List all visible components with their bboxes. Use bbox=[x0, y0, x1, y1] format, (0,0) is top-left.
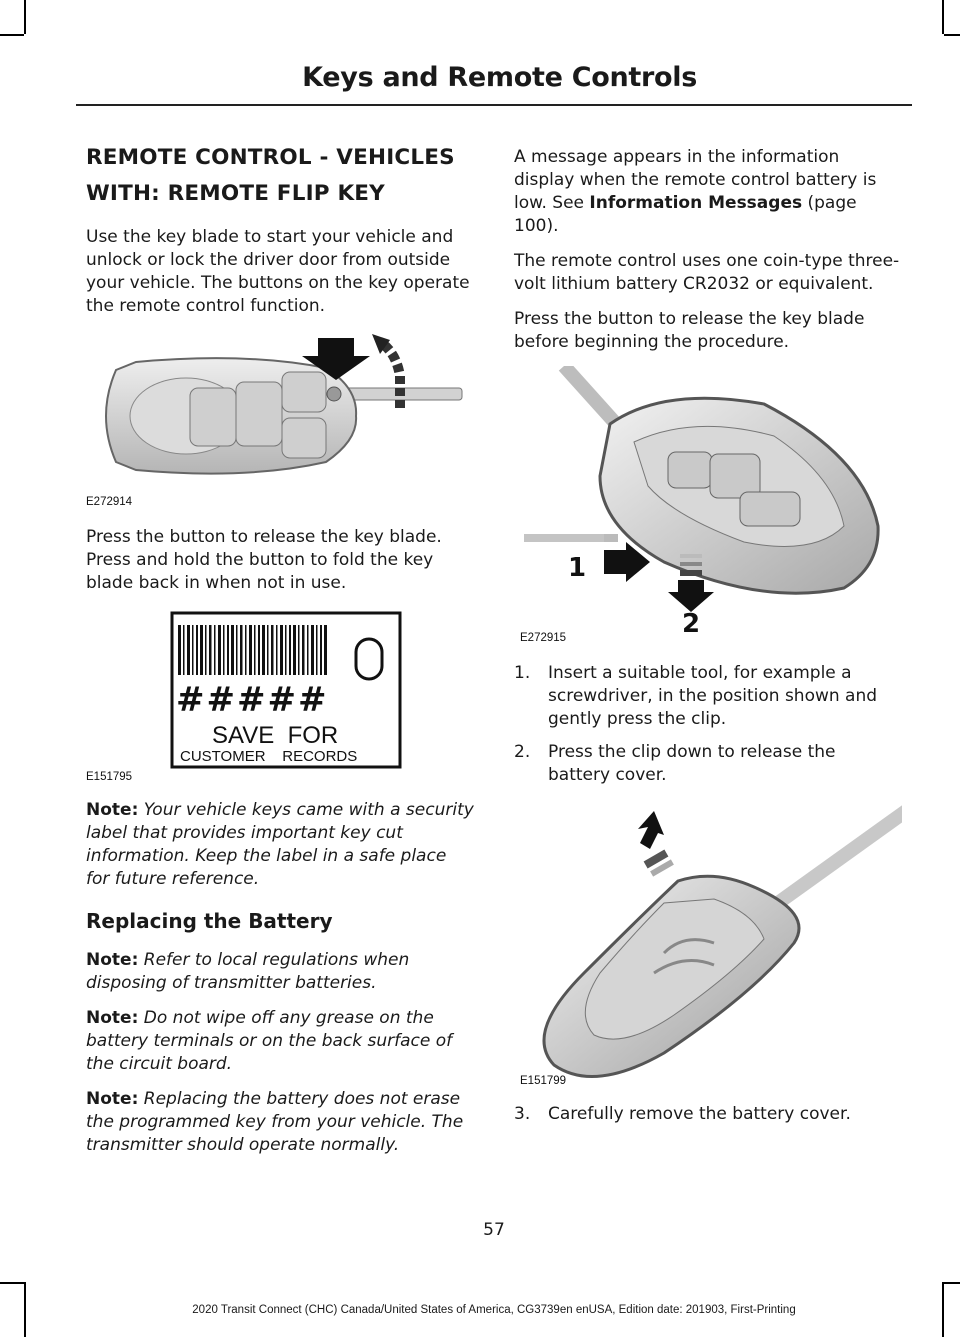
crop-mark bbox=[24, 0, 26, 34]
page-header-title: Keys and Remote Controls bbox=[302, 62, 697, 93]
step-text: Insert a suitable tool, for example a screwdriver, in the position shown and gently press the clip. bbox=[548, 663, 878, 729]
note-label: Note: bbox=[86, 950, 139, 970]
battery-low-paragraph bbox=[514, 146, 902, 238]
security-label-hashes: ##### bbox=[176, 680, 329, 720]
note-label: Note: bbox=[86, 1008, 139, 1028]
security-label-figure bbox=[86, 607, 474, 783]
steps-list-continued bbox=[514, 1103, 902, 1126]
note-label: Note: bbox=[86, 1089, 139, 1109]
figure-code: E272914 bbox=[86, 496, 133, 508]
battery-low-text: A message appears in the information display when the remote control battery is low. See bbox=[514, 147, 877, 213]
security-label-line2: CUSTOMER RECORDS bbox=[180, 748, 358, 765]
note-text: Refer to local regulations when disposing of transmitter batteries. bbox=[86, 950, 410, 993]
note-label: Note: bbox=[86, 800, 139, 820]
note-text: Do not wipe off any grease on the battery terminals or on the back surface of the circuit board. bbox=[86, 1008, 453, 1074]
figure-code: E151799 bbox=[520, 1075, 567, 1087]
crop-mark bbox=[944, 34, 960, 36]
release-blade-paragraph: Press the button to release the key blade. Press and hold the button to fold the key blade back in when not in use. bbox=[86, 527, 442, 593]
step-number: 2. bbox=[514, 742, 531, 762]
security-label-illustration bbox=[86, 611, 474, 771]
crop-mark bbox=[0, 34, 24, 36]
note-grease bbox=[86, 1007, 474, 1076]
steps-list bbox=[514, 662, 902, 787]
cross-reference-link[interactable]: Information Messages bbox=[589, 193, 803, 213]
release-before-paragraph: Press the button to release the key blade before beginning the procedure. bbox=[514, 309, 865, 352]
tool-insert-illustration bbox=[514, 366, 902, 636]
security-label-line1: SAVE FOR bbox=[212, 722, 339, 749]
left-column bbox=[86, 140, 474, 1169]
note-text: Replacing the battery does not erase the programmed key from your vehicle. The transmitter should operate normally. bbox=[86, 1089, 464, 1155]
note-security-label bbox=[86, 799, 474, 891]
section-heading bbox=[86, 140, 474, 212]
flip-key-illustration bbox=[86, 330, 474, 500]
callout-2: 2 bbox=[682, 609, 701, 636]
crop-mark bbox=[944, 1282, 960, 1284]
callout-1: 1 bbox=[568, 553, 587, 583]
header-divider bbox=[76, 104, 912, 106]
page-footer: 2020 Transit Connect (CHC) Canada/United States of America, CG3739en enUSA, Edition date: 201903, First-Printing bbox=[192, 1304, 796, 1316]
note-programming bbox=[86, 1088, 474, 1157]
list-item bbox=[514, 741, 902, 787]
list-item bbox=[514, 662, 902, 731]
crop-mark bbox=[942, 0, 944, 34]
figure-code: E272915 bbox=[520, 632, 567, 644]
tool-insert-figure bbox=[514, 366, 902, 644]
figure-code: E151795 bbox=[86, 771, 133, 783]
section-heading-line1: REMOTE CONTROL - VEHICLES bbox=[86, 145, 455, 170]
list-item bbox=[514, 1103, 902, 1126]
page-reference: (page 100). bbox=[514, 193, 857, 236]
subsection-heading: Replacing the Battery bbox=[86, 909, 333, 933]
intro-paragraph: Use the key blade to start your vehicle and unlock or lock the driver door from outside your vehicle. The buttons on the key operate the remote control function. bbox=[86, 227, 470, 316]
step-text: Press the clip down to release the battery cover. bbox=[548, 742, 836, 785]
step-text: Carefully remove the battery cover. bbox=[548, 1104, 851, 1124]
battery-type-paragraph: The remote control uses one coin-type three-volt lithium battery CR2032 or equivalent. bbox=[514, 251, 900, 294]
section-heading-line2: WITH: REMOTE FLIP KEY bbox=[86, 181, 385, 206]
note-disposal bbox=[86, 949, 474, 995]
note-text: Your vehicle keys came with a security label that provides important key cut information. Keep the label in a safe place for future reference. bbox=[86, 800, 474, 889]
flip-key-figure bbox=[86, 330, 474, 508]
battery-cover-illustration bbox=[514, 803, 902, 1083]
battery-cover-figure bbox=[514, 797, 902, 1087]
page-number: 57 bbox=[483, 1220, 505, 1240]
step-number: 1. bbox=[514, 663, 531, 683]
right-column bbox=[514, 140, 902, 1136]
crop-mark bbox=[0, 1282, 24, 1284]
step-number: 3. bbox=[514, 1104, 531, 1124]
